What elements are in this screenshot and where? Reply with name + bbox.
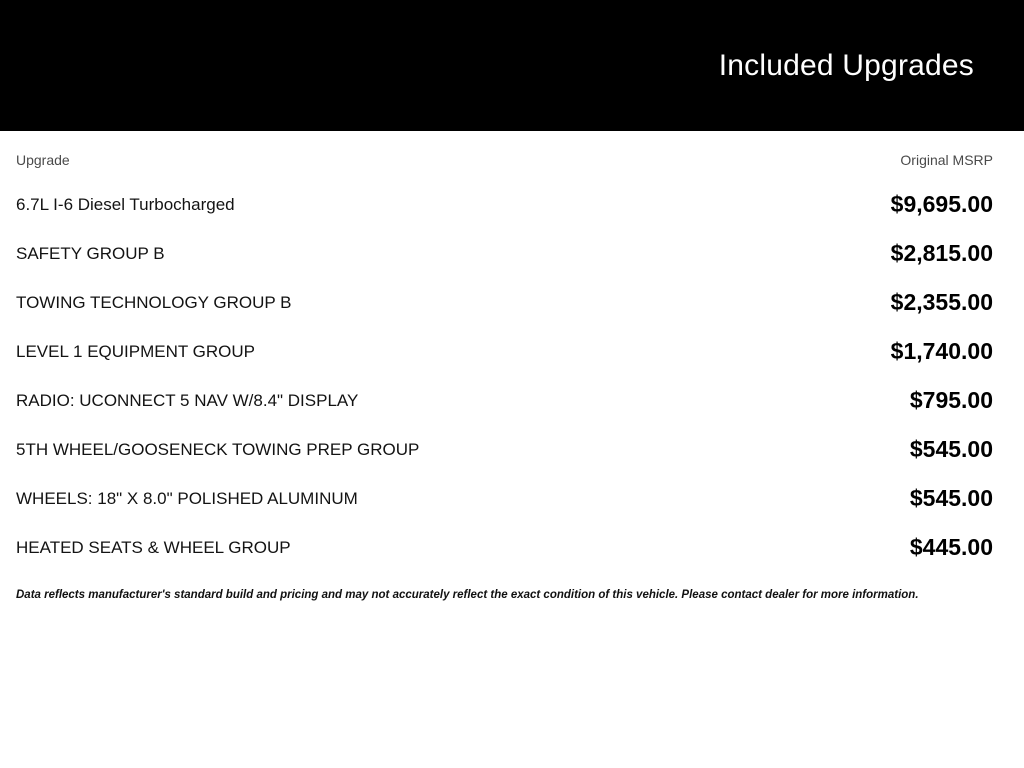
upgrades-content: [0, 131, 1024, 768]
upgrade-name: LEVEL 1 EQUIPMENT GROUP: [16, 341, 256, 361]
column-header-msrp: Original MSRP: [900, 152, 993, 168]
upgrade-name: TOWING TECHNOLOGY GROUP B: [16, 292, 292, 312]
column-header-upgrade: Upgrade: [16, 152, 70, 168]
table-row: [16, 327, 993, 376]
upgrade-price: $445.00: [909, 534, 993, 560]
upgrade-name: 6.7L I-6 Diesel Turbocharged: [16, 194, 235, 214]
upgrade-price: $545.00: [909, 436, 993, 462]
table-row: [16, 425, 993, 474]
upgrade-name: HEATED SEATS & WHEEL GROUP: [16, 537, 291, 557]
upgrade-name: WHEELS: 18" X 8.0" POLISHED ALUMINUM: [16, 488, 358, 508]
table-row: [16, 523, 993, 572]
table-header: [16, 131, 993, 180]
upgrade-name: 5TH WHEEL/GOOSENECK TOWING PREP GROUP: [16, 439, 420, 459]
page-title: Included Upgrades: [718, 48, 974, 82]
upgrade-price: $545.00: [909, 485, 993, 511]
table-row: [16, 376, 993, 425]
page-header: [0, 0, 1024, 131]
table-row: [16, 474, 993, 523]
disclaimer-text: Data reflects manufacturer's standard build and pricing and may not accurately reflect the exact condition of this vehicle. Please contact dealer for more information.: [16, 589, 919, 601]
upgrade-price: $2,815.00: [890, 240, 993, 266]
table-header-row: [16, 131, 993, 180]
table-body: [16, 180, 993, 572]
upgrade-price: $795.00: [909, 387, 993, 413]
table-row: [16, 229, 993, 278]
table-row: [16, 180, 993, 229]
upgrade-price: $2,355.00: [890, 289, 993, 315]
upgrade-price: $1,740.00: [890, 338, 993, 364]
upgrade-price: $9,695.00: [890, 191, 993, 217]
upgrades-table: [16, 131, 993, 572]
table-row: [16, 278, 993, 327]
upgrade-name: RADIO: UCONNECT 5 NAV W/8.4" DISPLAY: [16, 390, 359, 410]
upgrade-name: SAFETY GROUP B: [16, 243, 165, 263]
